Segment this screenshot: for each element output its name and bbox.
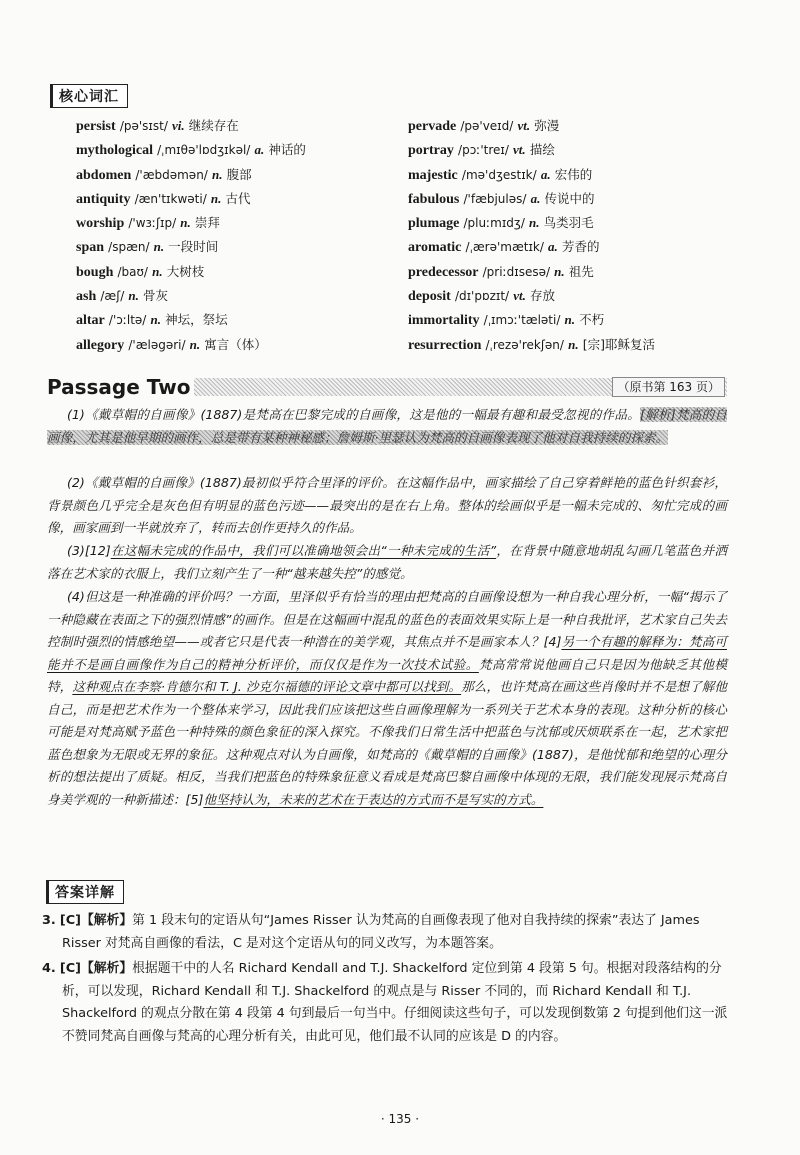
- vocab-phonetic: /mə'dʒestɪk/: [461, 167, 537, 182]
- vocab-word: worship: [76, 216, 125, 232]
- answer-key: [C]: [59, 913, 81, 928]
- vocab-item: [408, 333, 738, 357]
- vocab-meaning: 不朽: [579, 312, 605, 328]
- vocab-item: [76, 333, 396, 357]
- vocab-pos: n.: [153, 239, 165, 255]
- vocab-phonetic: /'fæbjuləs/: [463, 191, 527, 206]
- vocab-pos: n.: [150, 312, 161, 328]
- vocab-word: span: [76, 240, 105, 256]
- vocab-word: allegory: [76, 337, 125, 353]
- vocab-word: ash: [76, 289, 97, 305]
- vocab-meaning: 描绘: [529, 142, 555, 158]
- vocab-word: resurrection: [408, 337, 482, 353]
- vocab-item: [408, 284, 738, 308]
- paragraph-4: [47, 586, 727, 811]
- vocab-pos: a.: [548, 239, 558, 255]
- vocab-column-left: [76, 114, 396, 357]
- paragraph-1: [47, 404, 727, 449]
- answers-section-header: 答案详解: [46, 880, 124, 904]
- answer-item-4: [42, 958, 732, 1048]
- vocab-item: [408, 163, 738, 187]
- answer-key: [C]: [59, 961, 81, 976]
- vocab-item: [408, 211, 738, 235]
- paragraph-4-text-b: 梵高常常说他画自己只是因为他缺乏其他模特，: [47, 656, 728, 694]
- vocab-meaning: 传说中的: [544, 190, 595, 206]
- vocab-pos: a.: [530, 190, 541, 206]
- vocab-section-header: 核心词汇: [50, 84, 128, 108]
- vocab-phonetic: /'æləgəri/: [128, 337, 186, 352]
- vocab-pos: n.: [152, 263, 163, 279]
- passage-ref: （原书第 163 页）: [612, 377, 725, 397]
- vocab-pos: n.: [180, 215, 191, 231]
- vocab-item: [76, 308, 396, 332]
- paragraph-4-underline-2: 这种观点在李察·肯德尔和 T. J. 沙克尔福德的评论文章中都可以找到。: [72, 679, 462, 694]
- page-number: · 135 ·: [380, 1112, 420, 1126]
- vocab-item: [76, 114, 396, 138]
- vocab-pos: n.: [210, 190, 222, 206]
- vocab-item: [76, 260, 396, 284]
- vocab-item: [408, 187, 738, 211]
- vocab-word: fabulous: [408, 191, 460, 207]
- passage-header: [47, 374, 727, 400]
- vocab-word: majestic: [408, 167, 458, 183]
- paragraph-3-underline: 在这幅未完成的作品中，我们可以准确地领会出“一种未完成的生活”: [110, 543, 497, 558]
- paragraph-1-highlight: [解析]梵高的自画像，尤其是他早期的画作，总是带有某种神秘感；詹姆斯·里瑟认为梵高的自画像表现了他对自我持续的探索。: [47, 407, 727, 445]
- answer-number: 4.: [42, 961, 56, 976]
- vocab-word: persist: [76, 119, 116, 134]
- vocab-pos: a.: [540, 166, 551, 182]
- vocab-column-right: [408, 114, 738, 357]
- paragraph-3-text: ，在背景中随意地胡乱勾画几笔蓝色并洒落在艺术家的衣服上，我们立刻产生了一种“越来越失控”的感觉。: [47, 543, 727, 581]
- vocab-meaning: 寓言（体）: [204, 336, 267, 352]
- vocab-phonetic: /æʃ/: [100, 289, 125, 304]
- vocab-meaning: 崇拜: [194, 215, 220, 231]
- vocab-pos: vi.: [172, 118, 185, 133]
- vocab-meaning: 神坛，祭坛: [165, 312, 228, 328]
- vocab-pos: a.: [254, 142, 265, 158]
- vocab-phonetic: /dɪ'pɒzɪt/: [454, 289, 510, 304]
- vocab-pos: n.: [529, 215, 540, 231]
- vocab-word: altar: [76, 313, 105, 329]
- vocab-meaning: 骨灰: [143, 288, 169, 304]
- vocab-phonetic: /ˌærə'mætɪk/: [465, 240, 544, 255]
- vocab-item: [76, 235, 396, 259]
- vocab-word: predecessor: [408, 264, 479, 280]
- vocab-item: [76, 211, 396, 235]
- vocab-item: [408, 308, 738, 332]
- vocab-phonetic: /ˌmɪθə'lɒdʒɪkəl/: [157, 143, 251, 158]
- vocab-meaning: 芳香的: [561, 239, 600, 255]
- vocab-phonetic: /pɔː'treɪ/: [458, 143, 509, 158]
- vocab-phonetic: /priːdɪsesə/: [482, 264, 550, 279]
- vocab-phonetic: /ˌɪmɔː'tæləti/: [483, 313, 561, 328]
- vocab-item: [76, 187, 396, 211]
- vocab-phonetic: /pə'sɪst/: [119, 119, 168, 133]
- paragraph-4-text-c: 那么，也许梵高在画这些肖像时并不是想了解他自己，而是把艺术作为一个整体来学习，因此我们应该把这些自画像理解为一系列关于艺术本身的表现。这种分析的核心可能是对梵高赋予蓝色一种特殊的颜色象征的深入探究。不像我们日常生活中把蓝色与沈郁或厌烦联系在一起，艺术家把蓝色想象为无限或无界的象征。这种观点对认为自画像，如梵高的《戴草帽的自画像》(1887)，是他忧郁和绝望的心理分析的想法提出了质疑。相反，当我们把蓝色的特殊象征意义看成是梵高巴黎自画像中体现的无限，我们能发现展示梵高自身美学观的一种新描述：[5]: [47, 679, 727, 807]
- vocab-pos: n.: [554, 263, 565, 279]
- vocab-meaning: 鸟类羽毛: [543, 215, 594, 231]
- vocab-pos: n.: [128, 288, 139, 304]
- vocab-phonetic: /'ɔːltə/: [108, 313, 147, 328]
- answer-tag: 【解析】: [80, 913, 133, 928]
- vocab-word: pervade: [408, 119, 457, 134]
- vocab-meaning: 存放: [530, 288, 556, 304]
- answer-number: 3.: [42, 913, 56, 928]
- vocab-meaning: 大树枝: [166, 263, 205, 279]
- vocab-pos: n.: [564, 312, 576, 328]
- paragraph-4-underline-1: 另一个有趣的解释为：梵高可能并不是画自画像作为自己的精神分析评价，而仅仅是作为一次技术试验。: [47, 634, 727, 672]
- paragraph-1-text: (1)《戴草帽的自画像》(1887)是梵高在巴黎完成的自画像，这是他的一幅最有趣和最受忽视的作品。: [67, 407, 641, 422]
- answer-text: 根据题干中的人名 Richard Kendall and T.J. Shackelford 定位到第 4 段第 5 句。根据对段落结构的分析，可以发现，Richard Kendall 和 T.J. Shackelford 的观点是与 Risser 不同的，而 Richard Kendall 和 T.J. Shackelford 的观点分散在第 4 段第 4 句到最后一句当中。仔细阅读这些句子，可以发现倒数第 2 句提到他们这一派不赞同梵高自画像与梵高的心理分析有关，由此可见，他们最不认同的应该是 D 的内容。: [62, 961, 728, 1044]
- vocab-meaning: 一段时间: [168, 239, 219, 255]
- vocab-word: bough: [76, 264, 114, 280]
- vocab-pos: n.: [211, 166, 223, 182]
- vocab-phonetic: /æn'tɪkwəti/: [134, 191, 207, 206]
- paragraph-3-marker: (3)[12]: [67, 543, 111, 558]
- vocab-item: [408, 260, 738, 284]
- vocab-phonetic: /'æbdəmən/: [135, 167, 208, 182]
- vocab-word: immortality: [408, 313, 480, 329]
- vocab-pos: vt.: [513, 288, 526, 304]
- vocab-meaning: 神话的: [268, 142, 306, 158]
- answer-text: 第 1 段末句的定语从句“James Risser 认为梵高的自画像表现了他对自我持续的探索”表达了 James Risser 对梵高自画像的看法，C 是对这个定语从句的同义改写，为本题答案。: [62, 913, 700, 951]
- paragraph-4-underline-3: 他坚持认为，未来的艺术在于表达的方式而不是写实的方式。: [203, 791, 544, 807]
- paragraph-4-text-a: (4)但这是一种准确的评价吗？一方面，里泽似乎有恰当的理由把梵高的自画像设想为一种自我心理分析，一幅“揭示了一种隐藏在表面之下的强烈情感”的画作。但是在这幅画中混乱的蓝色的表面效果实际上是一种自我批评，艺术家自己失去控制时强烈的情感绝望——或者它只是代表一种潜在的美学观，其焦点并不是画家本人？[4]: [47, 589, 727, 649]
- vocab-phonetic: /'wɜːʃɪp/: [128, 216, 177, 231]
- vocab-word: antiquity: [76, 191, 131, 207]
- vocab-phonetic: /spæn/: [108, 240, 150, 255]
- vocab-word: mythological: [76, 143, 153, 159]
- paragraph-2: [47, 472, 727, 540]
- vocab-item: [76, 284, 396, 308]
- vocab-word: deposit: [408, 289, 451, 305]
- paragraph-3: [47, 540, 727, 585]
- vocab-meaning: 祖先: [568, 263, 594, 279]
- vocab-word: plumage: [408, 216, 460, 232]
- vocab-phonetic: /pə'veɪd/: [460, 119, 514, 133]
- vocab-item: [408, 114, 738, 138]
- vocab-meaning: [宗]耶稣复活: [582, 336, 655, 352]
- vocab-phonetic: /pluːmɪdʒ/: [463, 216, 525, 231]
- vocab-item: [408, 235, 738, 259]
- vocab-pos: vt.: [513, 142, 526, 158]
- vocab-word: abdomen: [76, 167, 132, 183]
- answer-item-3: [42, 910, 732, 955]
- vocab-meaning: 继续存在: [188, 118, 239, 133]
- vocab-word: portray: [408, 143, 454, 159]
- vocab-item: [76, 163, 396, 187]
- answer-tag: 【解析】: [80, 961, 133, 976]
- paragraph-2-text: (2)《戴草帽的自画像》(1887)最初似乎符合里泽的评价。在这幅作品中，画家描绘了自己穿着鲜艳的蓝色针织套衫，背景颜色几乎完全是灰色但有明显的蓝色污迹——最突出的是在右上角。整体的绘画似乎是一幅未完成的、匆忙完成的画像，画家画到一半就放弃了，转而去创作更持久的作品。: [47, 475, 727, 535]
- vocab-meaning: 宏伟的: [554, 166, 593, 182]
- vocab-pos: n.: [189, 336, 201, 352]
- vocab-phonetic: /ˌrezə'rekʃən/: [485, 337, 564, 352]
- vocab-meaning: 古代: [225, 190, 251, 206]
- vocab-item: [408, 138, 738, 162]
- vocab-meaning: 腹部: [226, 166, 252, 182]
- passage-title: Passage Two: [47, 374, 194, 400]
- vocab-word: aromatic: [408, 240, 462, 256]
- vocab-phonetic: /baʊ/: [117, 264, 148, 279]
- vocab-meaning: 弥漫: [534, 118, 560, 133]
- vocab-pos: vt.: [517, 118, 531, 133]
- vocab-item: [76, 138, 396, 162]
- vocab-pos: n.: [568, 336, 579, 352]
